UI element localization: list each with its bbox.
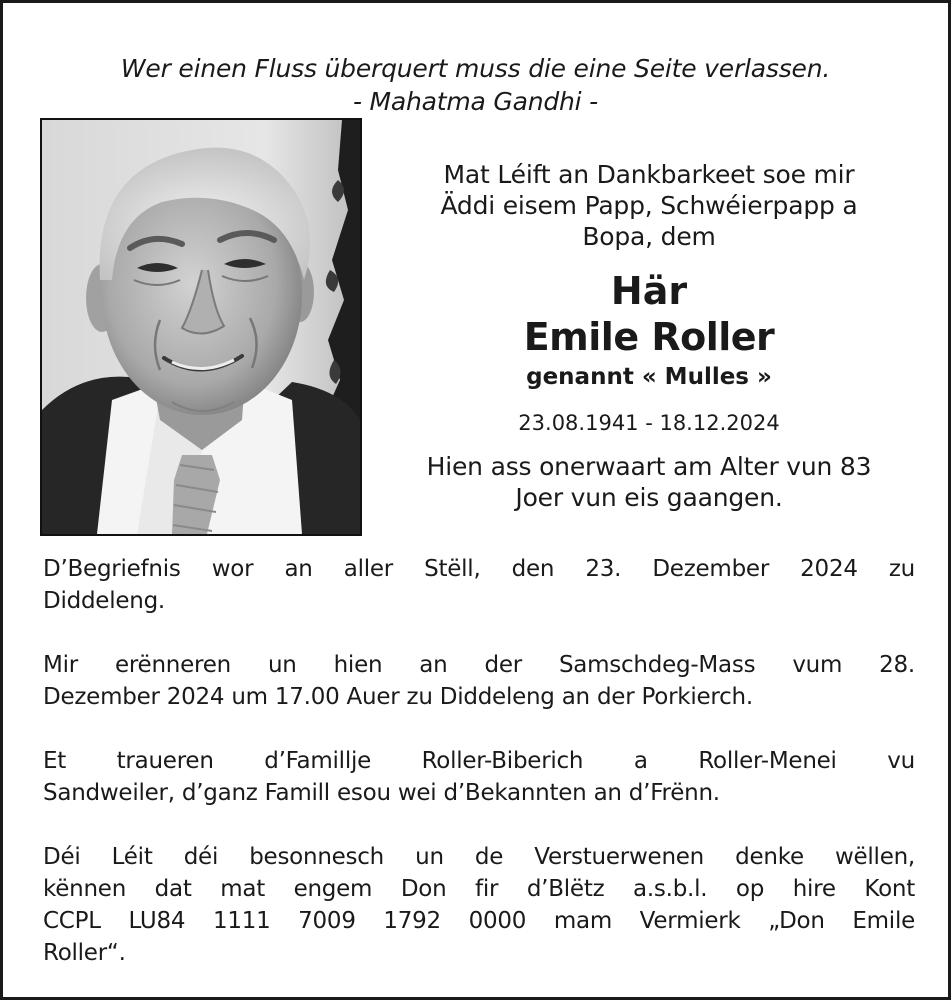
quote-block (3, 52, 948, 118)
quote-text: Wer einen Fluss überquert muss die eine Seite verlassen. (120, 54, 831, 83)
text-line: Déi Léit déi besonnesch un de Verstuerwenen denke wëllen, (43, 844, 915, 870)
intro-text (373, 159, 925, 252)
deceased-nickname: genannt « Mulles » (526, 364, 772, 390)
death-notice (373, 451, 925, 513)
death-line: Joer vun eis gaangen. (515, 483, 783, 512)
intro-line: Äddi eisem Papp, Schwéierpapp a (440, 191, 858, 220)
death-line: Hien ass onerwaart am Alter vun 83 (426, 452, 872, 481)
intro-line: Mat Léift an Dankbarkeet soe mir (443, 160, 855, 189)
quote-author: - Mahatma Gandhi - (352, 87, 598, 116)
life-dates: 23.08.1941 - 18.12.2024 (518, 411, 780, 435)
mass-paragraph (43, 649, 915, 713)
funeral-paragraph (43, 553, 915, 617)
intro-line: Bopa, dem (582, 222, 716, 251)
text-line: D’Begriefnis wor an aller Stëll, den 23. Dezember 2024 zu (43, 556, 915, 582)
text-line: Mir erënneren un hien an der Samschdeg-Mass vum 28. (43, 652, 915, 678)
donation-paragraph (43, 841, 915, 969)
text-line: Roller“. (43, 940, 126, 966)
text-line: Et traueren d’Famillje Roller-Biberich a Roller-Menei vu (43, 748, 915, 774)
portrait-illustration (42, 120, 360, 534)
mourners-paragraph (43, 745, 915, 809)
deceased-name: Emile Roller (523, 315, 775, 359)
portrait-photo (40, 118, 362, 536)
text-line: Sandweiler, d’ganz Famill esou wei d’Bekannten an d’Frënn. (43, 780, 720, 806)
text-line: Diddeleng. (43, 588, 165, 614)
honorific: Här (610, 269, 688, 313)
text-line: kënnen dat mat engem Don fir d’Blëtz a.s.b.l. op hire Kont (43, 876, 915, 902)
text-line: CCPL LU84 1111 7009 1792 0000 mam Vermierk „Don Emile (43, 908, 915, 934)
text-line: Dezember 2024 um 17.00 Auer zu Diddeleng an der Porkierch. (43, 684, 753, 710)
body-text (43, 553, 915, 969)
